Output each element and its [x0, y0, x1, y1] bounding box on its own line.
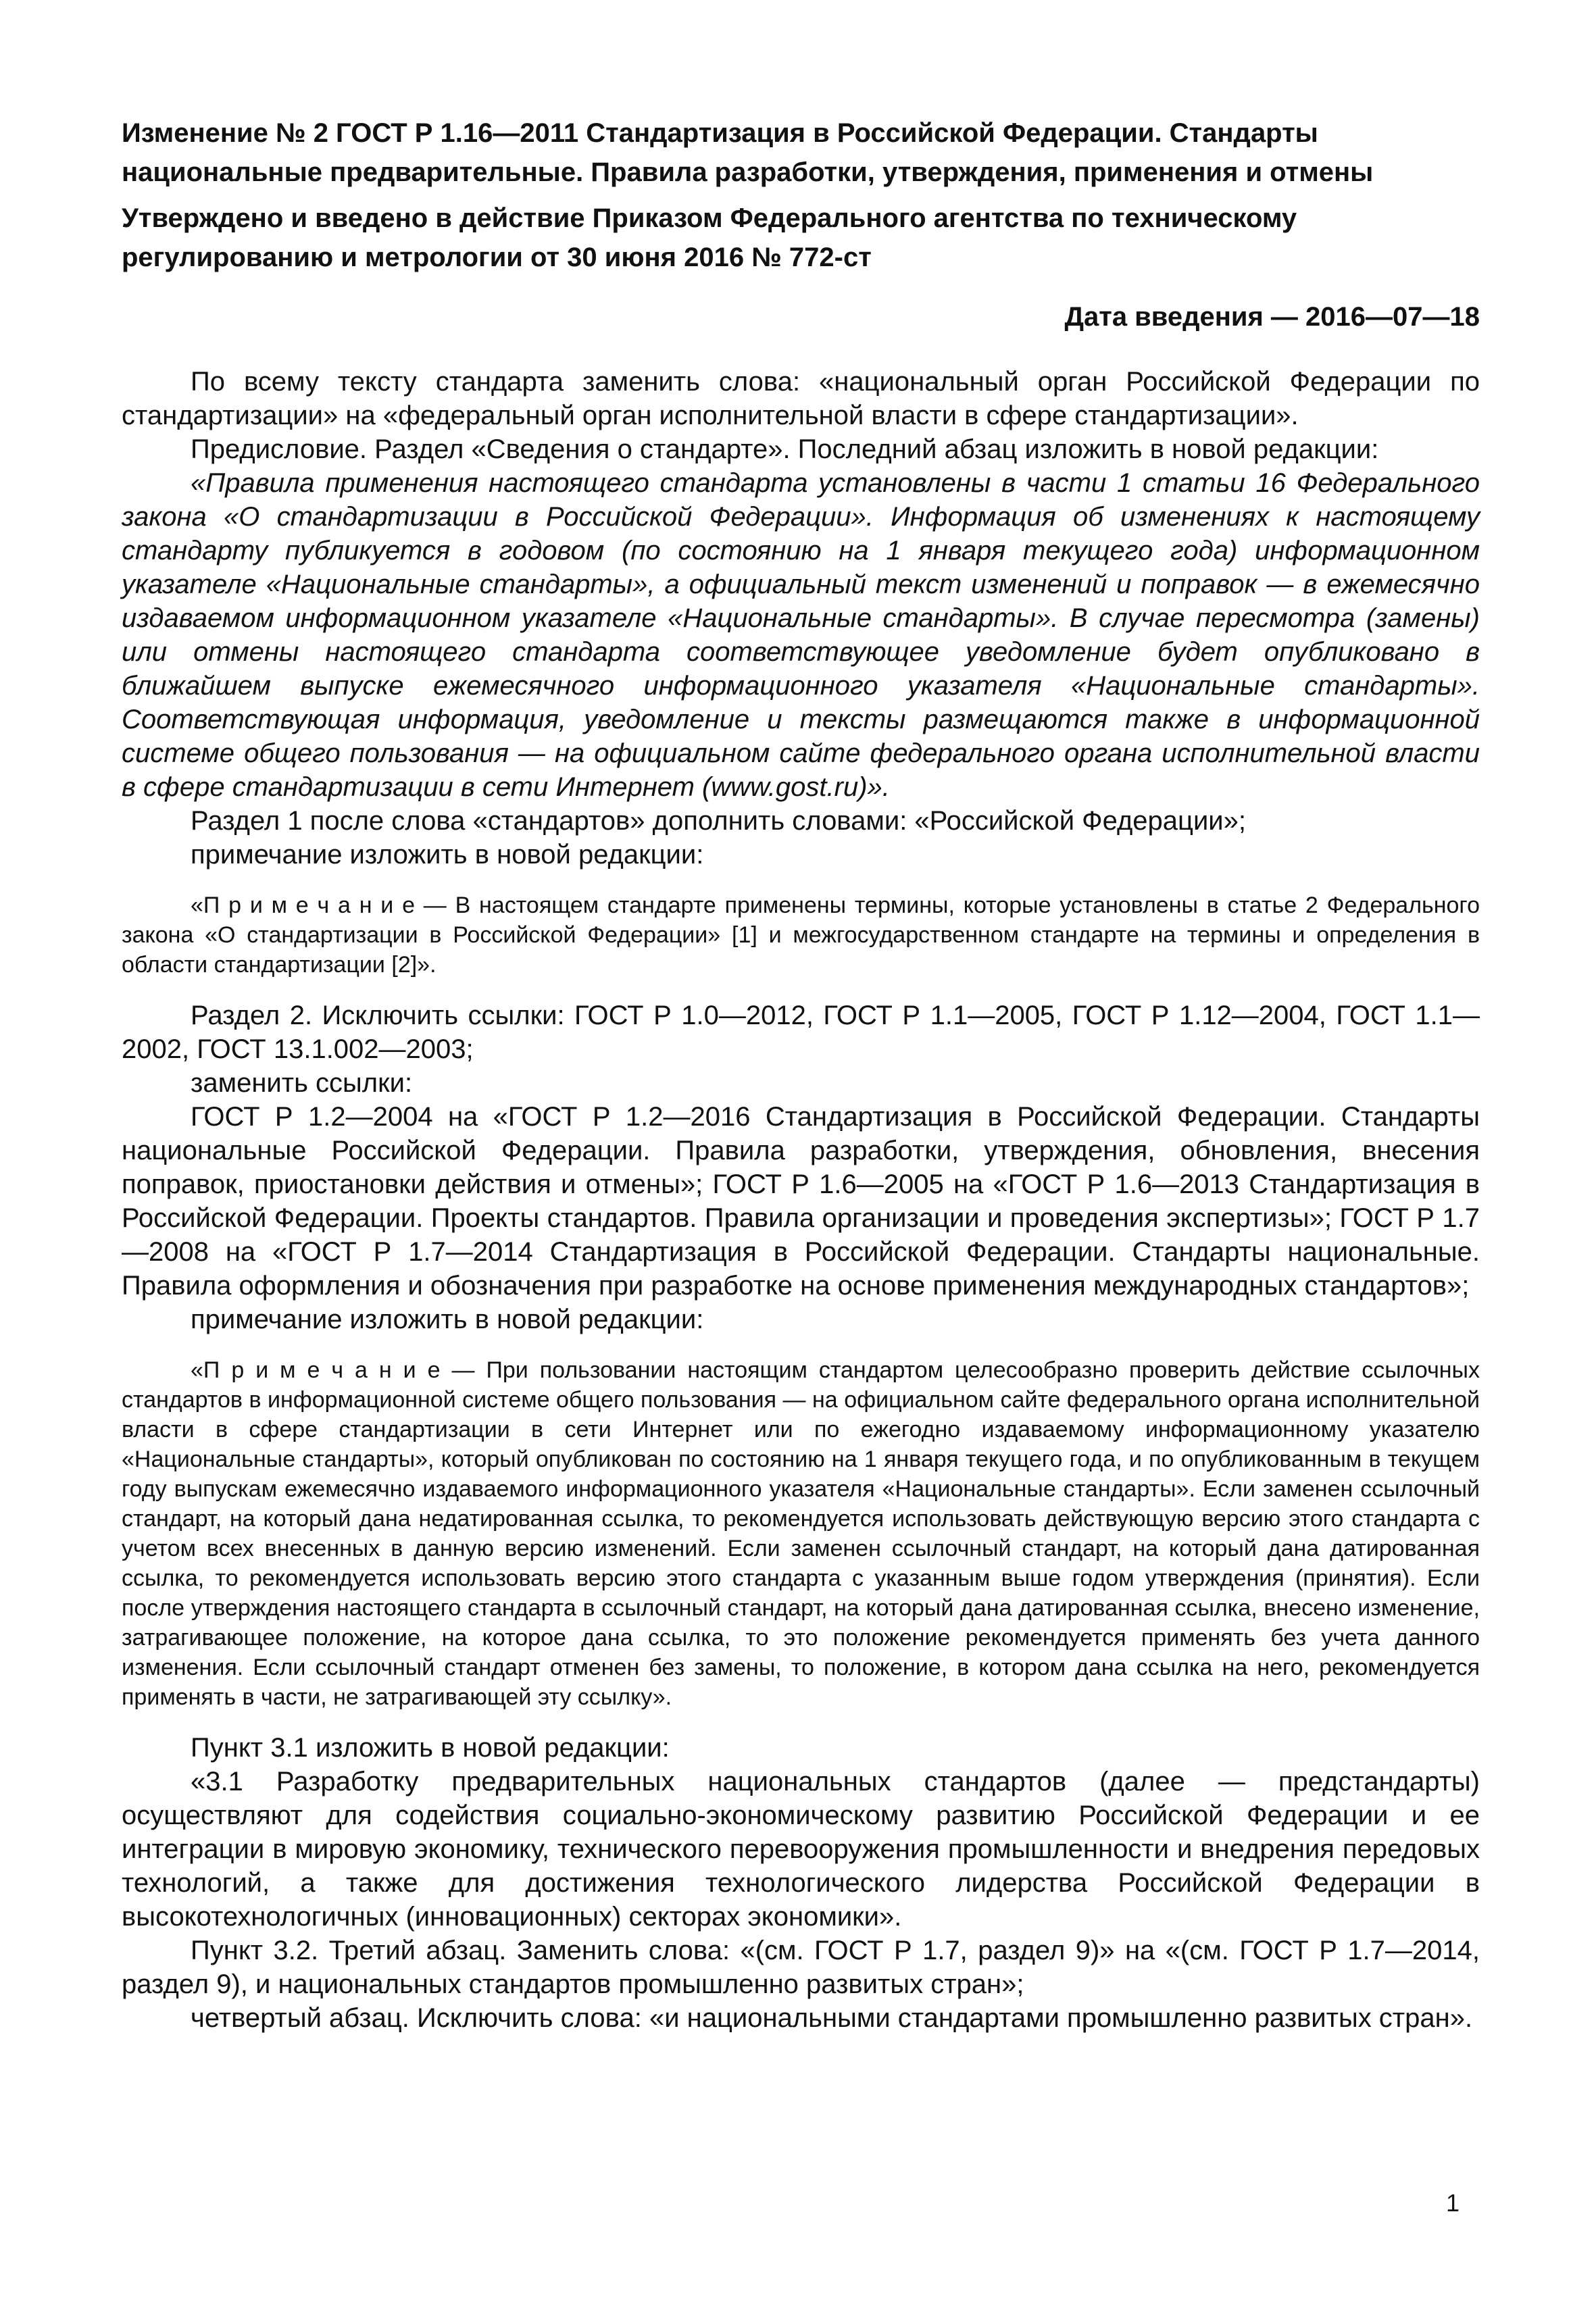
paragraph: «3.1 Разработку предварительных национальных стандартов (далее — предстандарты) осуществляют для содействия социально-экономическому развитию Российской Федерации и ее интеграции в мировую экономику, технического перевооружения промышленности и внедрения передовых технологий, а также для достижения технологического лидерства Российской Федерации в высокотехнологичных (инновационных) секторах экономики».	[122, 1767, 1480, 1932]
paragraph: заменить ссылки:	[191, 1068, 413, 1098]
paragraph: примечание изложить в новой редакции:	[191, 1305, 704, 1334]
paragraph: Пункт 3.2. Третий абзац. Заменить слова: «(см. ГОСТ Р 1.7, раздел 9)» на «(см. ГОСТ Р 1.7—2014, раздел 9), и национальных стандартов промышленно развитых стран»;	[122, 1936, 1480, 1999]
note-block	[122, 890, 1480, 980]
paragraph: четвертый абзац. Исключить слова: «и национальными стандартами промышленно развитых стран».	[191, 2003, 1473, 2033]
paragraph: Раздел 1 после слова «стандартов» дополнить словами: «Российской Федерации»;	[191, 806, 1246, 836]
paragraph-italic-quote: «Правила применения настоящего стандарта установлены в части 1 статьи 16 Федерального закона «О стандартизации в Российской Федерации». Информация об изменениях к настоящему стандарту публикуется в годовом (по состоянию на 1 января текущего года) информационном указателе «Национальные стандарты», а официальный текст изменений и поправок — в ежемесячно издаваемом информационном указателе «Национальные стандарты». В случае пересмотра (замены) или отмены настоящего стандарта соответствующее уведомление будет опубликовано в ближайшем выпуске ежемесячного информационного указателя «Национальные стандарты». Соответствующая информация, уведомление и тексты размещаются также в информационной системе общего пользования — на официальном сайте федерального органа исполнительной власти в сфере стандартизации в сети Интернет (www.gost.ru)».	[122, 468, 1480, 802]
effective-date: Дата введения — 2016—07—18	[1064, 302, 1480, 332]
paragraph: примечание изложить в новой редакции:	[191, 840, 704, 870]
document-page	[122, 114, 1480, 2035]
document-title: Изменение № 2 ГОСТ Р 1.16—2011 Стандартизация в Российской Федерации. Стандарты национальные предварительные. Правила разработки, утверждения, применения и отмены	[122, 118, 1374, 187]
paragraph: Раздел 2. Исключить ссылки: ГОСТ Р 1.0—2012, ГОСТ Р 1.1—2005, ГОСТ Р 1.12—2004, ГОСТ 1.1—2002, ГОСТ 13.1.002—2003;	[122, 1001, 1480, 1064]
paragraph: Предисловие. Раздел «Сведения о стандарте». Последний абзац изложить в новой редакции:	[191, 434, 1379, 464]
paragraph: Пункт 3.1 изложить в новой редакции:	[191, 1733, 670, 1763]
note-paragraph: «П р и м е ч а н и е — В настоящем стандарте применены термины, которые установлены в статье 2 Федерального закона «О стандартизации в Российской Федерации» [1] и межгосударственном стандарте на термины и определения в области стандартизации [2]».	[122, 892, 1480, 978]
paragraph: ГОСТ Р 1.2—2004 на «ГОСТ Р 1.2—2016 Стандартизация в Российской Федерации. Стандарты национальные Российской Федерации. Правила разработки, утверждения, обновления, внесения поправок, приостановки действия и отмены»; ГОСТ Р 1.6—2005 на «ГОСТ Р 1.6—2013 Стандартизация в Российской Федерации. Проекты стандартов. Правила организации и проведения экспертизы»; ГОСТ Р 1.7—2008 на «ГОСТ Р 1.7—2014 Стандартизация в Российской Федерации. Стандарты национальные. Правила оформления и обозначения при разработке на основе применения международных стандартов»;	[122, 1102, 1480, 1301]
paragraph: По всему тексту стандарта заменить слова: «национальный орган Российской Федерации по стандартизации» на «федеральный орган исполнительной власти в сфере стандартизации».	[122, 367, 1480, 430]
approval-statement: Утверждено и введено в действие Приказом Федерального агентства по техническому регулированию и метрологии от 30 июня 2016 № 772-ст	[122, 203, 1297, 272]
page-number: 1	[1446, 2189, 1460, 2217]
note-paragraph: «П р и м е ч а н и е — При пользовании настоящим стандартом целесообразно проверить действие ссылочных стандартов в информационной системе общего пользования — на официальном сайте федерального органа исполнительной власти в сфере стандартизации в сети Интернет или по ежегодно издаваемому информационному указателю «Национальные стандарты», который опубликован по состоянию на 1 января текущего года, и по опубликованным в текущем году выпускам ежемесячно издаваемого информационного указателя «Национальные стандарты». Если заменен ссылочный стандарт, на который дана недатированная ссылка, то рекомендуется использовать действующую версию этого стандарта с учетом всех внесенных в данную версию изменений. Если заменен ссылочный стандарт, на который дана датированная ссылка, то рекомендуется использовать версию этого стандарта с указанным выше годом утверждения (принятия). Если после утверждения настоящего стандарта в ссылочный стандарт, на который дана датированная ссылка, внесено изменение, затрагивающее положение, на которое дана ссылка, то это положение рекомендуется применять без учета данного изменения. Если ссылочный стандарт отменен без замены, то положение, в котором дана ссылка на него, рекомендуется применять в части, не затрагивающей эту ссылку».	[122, 1357, 1480, 1710]
note-block	[122, 1355, 1480, 1712]
